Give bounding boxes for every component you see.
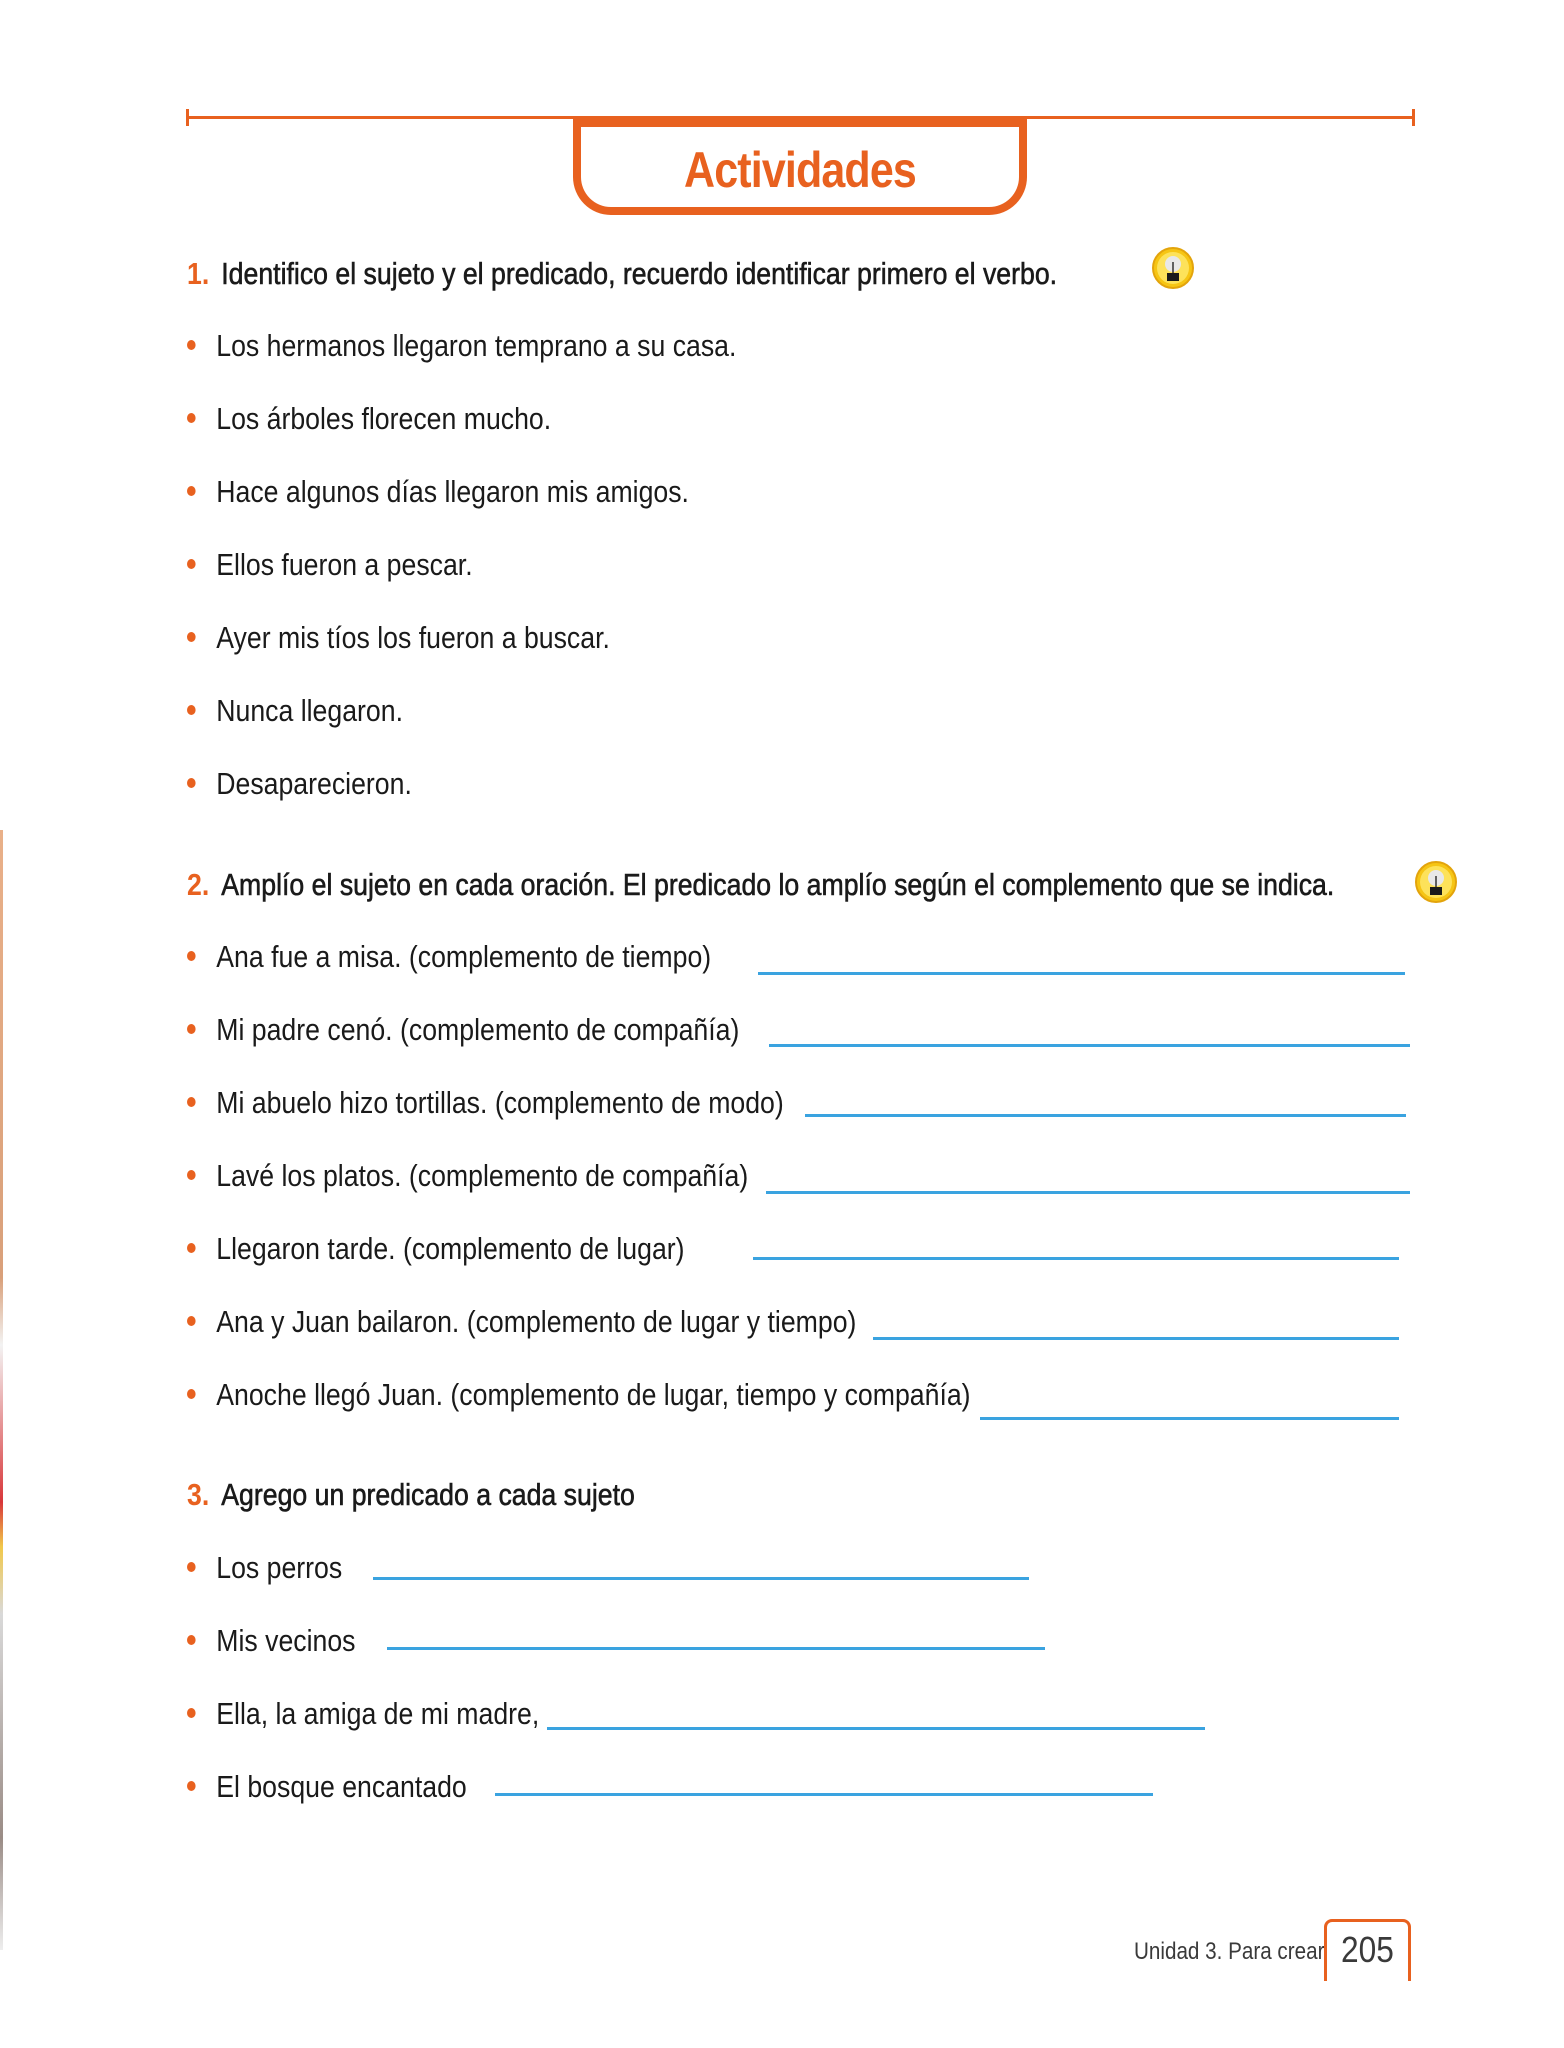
activity-1-header bbox=[187, 258, 1057, 289]
item-text: Los perros bbox=[216, 1550, 343, 1585]
answer-line[interactable] bbox=[387, 1647, 1045, 1650]
item-text: Los hermanos llegaron temprano a su casa. bbox=[216, 328, 737, 363]
item-text: Ayer mis tíos los fueron a buscar. bbox=[216, 620, 610, 655]
item-text: Mi abuelo hizo tortillas. (complemento de modo) bbox=[216, 1085, 784, 1120]
item-text: Anoche llegó Juan. (complemento de lugar, tiempo y compañía) bbox=[216, 1377, 971, 1412]
bullet-icon bbox=[187, 486, 196, 496]
bullet-icon bbox=[187, 778, 196, 788]
activity-instruction: Amplío el sujeto en cada oración. El predicado lo amplío según el complemento que se indica. bbox=[221, 867, 1335, 902]
item-text: El bosque encantado bbox=[216, 1769, 467, 1804]
unit-label: Unidad 3. Para crear bbox=[1134, 1938, 1325, 1965]
list-item bbox=[187, 622, 610, 653]
activity-instruction: Agrego un predicado a cada sujeto bbox=[221, 1477, 635, 1512]
bullet-icon bbox=[187, 951, 196, 961]
bullet-icon bbox=[187, 705, 196, 715]
bullet-icon bbox=[187, 1316, 196, 1326]
list-item bbox=[187, 1552, 342, 1583]
list-item bbox=[187, 1771, 467, 1802]
section-tab bbox=[573, 116, 1027, 215]
answer-line[interactable] bbox=[980, 1417, 1399, 1420]
item-text: Llegaron tarde. (complemento de lugar) bbox=[216, 1231, 685, 1266]
item-text: Mi padre cenó. (complemento de compañía) bbox=[216, 1012, 740, 1047]
list-item bbox=[187, 1698, 539, 1729]
item-text: Mis vecinos bbox=[216, 1623, 356, 1658]
answer-line[interactable] bbox=[873, 1337, 1399, 1340]
item-text: Nunca llegaron. bbox=[216, 693, 403, 728]
bullet-icon bbox=[187, 1635, 196, 1645]
list-item bbox=[187, 1014, 739, 1045]
answer-line[interactable] bbox=[753, 1257, 1399, 1260]
list-item bbox=[187, 695, 403, 726]
bullet-icon bbox=[187, 632, 196, 642]
bullet-icon bbox=[187, 340, 196, 350]
list-item bbox=[187, 1233, 685, 1264]
item-text: Ellos fueron a pescar. bbox=[216, 547, 473, 582]
list-item bbox=[187, 330, 736, 361]
bullet-icon bbox=[187, 1024, 196, 1034]
bullet-icon bbox=[187, 1243, 196, 1253]
header-rule-cap-right bbox=[1412, 109, 1415, 126]
list-item bbox=[187, 1306, 856, 1337]
list-item bbox=[187, 1379, 971, 1410]
answer-line[interactable] bbox=[373, 1577, 1029, 1580]
bullet-icon bbox=[187, 559, 196, 569]
item-text: Lavé los platos. (complemento de compañía) bbox=[216, 1158, 749, 1193]
answer-line[interactable] bbox=[495, 1793, 1153, 1796]
bullet-icon bbox=[187, 1097, 196, 1107]
item-text: Ella, la amiga de mi madre, bbox=[216, 1696, 540, 1731]
list-item bbox=[187, 549, 473, 580]
page-number: 205 bbox=[1341, 1929, 1394, 1970]
list-item bbox=[187, 476, 689, 507]
item-text: Los árboles florecen mucho. bbox=[216, 401, 552, 436]
bullet-icon bbox=[187, 413, 196, 423]
item-text: Ana y Juan bailaron. (complemento de lugar y tiempo) bbox=[216, 1304, 857, 1339]
answer-line[interactable] bbox=[805, 1114, 1406, 1117]
activity-number: 1. bbox=[187, 256, 210, 291]
list-item bbox=[187, 941, 711, 972]
activity-3-header bbox=[187, 1479, 635, 1510]
list-item bbox=[187, 1160, 748, 1191]
answer-line[interactable] bbox=[547, 1727, 1205, 1730]
answer-line[interactable] bbox=[769, 1044, 1410, 1047]
item-text: Ana fue a misa. (complemento de tiempo) bbox=[216, 939, 712, 974]
list-item bbox=[187, 1087, 784, 1118]
list-item bbox=[187, 768, 412, 799]
bullet-icon bbox=[187, 1562, 196, 1572]
item-text: Hace algunos días llegaron mis amigos. bbox=[216, 474, 689, 509]
page-edge-strip bbox=[0, 830, 3, 1950]
answer-line[interactable] bbox=[758, 972, 1405, 975]
lightbulb-icon bbox=[1414, 860, 1458, 904]
activity-2-header bbox=[187, 869, 1334, 900]
bullet-icon bbox=[187, 1708, 196, 1718]
header-rule-cap-left bbox=[186, 109, 189, 126]
activity-instruction: Identifico el sujeto y el predicado, recuerdo identificar primero el verbo. bbox=[221, 256, 1058, 291]
activity-number: 3. bbox=[187, 1477, 210, 1512]
answer-line[interactable] bbox=[766, 1191, 1410, 1194]
page-title: Actividades bbox=[684, 142, 916, 198]
page-number-box bbox=[1324, 1919, 1411, 1981]
bullet-icon bbox=[187, 1389, 196, 1399]
bullet-icon bbox=[187, 1781, 196, 1791]
item-text: Desaparecieron. bbox=[216, 766, 412, 801]
activity-number: 2. bbox=[187, 867, 210, 902]
list-item bbox=[187, 1625, 356, 1656]
lightbulb-icon bbox=[1151, 246, 1195, 290]
list-item bbox=[187, 403, 551, 434]
bullet-icon bbox=[187, 1170, 196, 1180]
